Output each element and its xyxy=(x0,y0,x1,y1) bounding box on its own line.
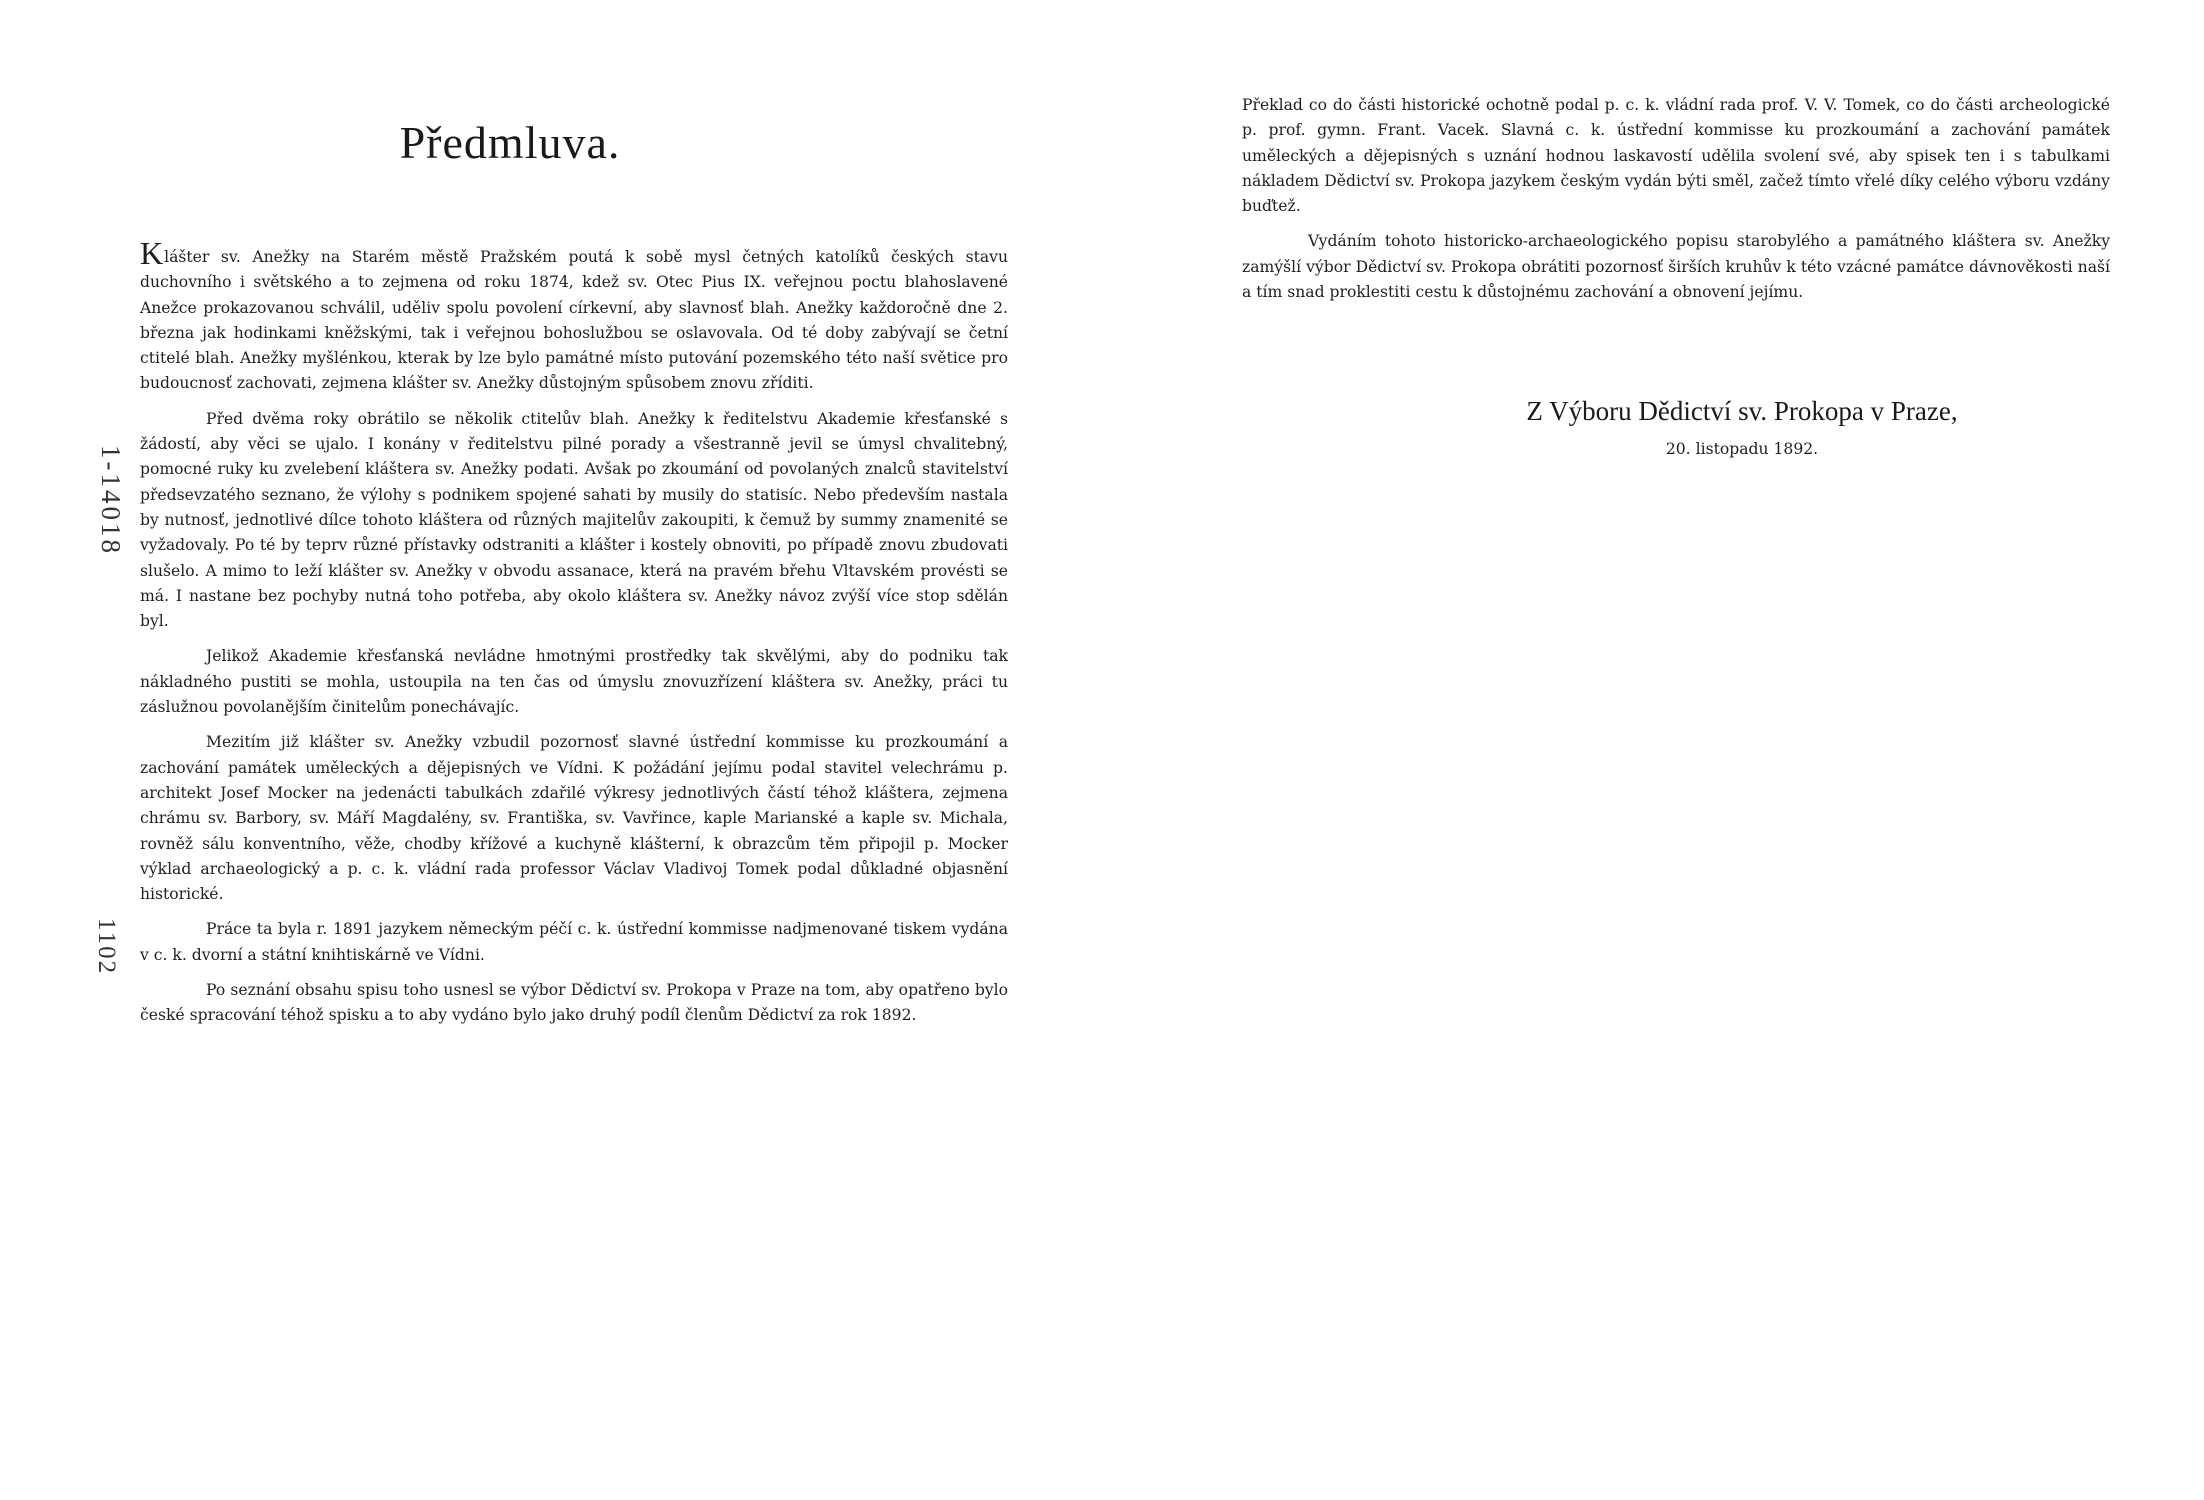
margin-shelfmark: 1-14018 xyxy=(96,445,126,556)
paragraph-text: lášter sv. Anežky na Starém městě Pražském poutá k sobě mysl četných katolíků českých stavu duchovního i světského a to zejmena od roku 1874, kdež sv. Otec Pius IX. veřejnou poctu blahoslavené Anežce prokazovanou schválil, uděliv spolu povolení církevní, aby slavnosť blah. Anežky každoročně dne 2. března jak hodinkami kněžskými, tak i veřejnou bohoslužbou se oslavovala. Od té doby zabývají se četní ctitelé blah. Anežky myšlénkou, kterak by lze bylo památné místo putování pozemského této naší světice pro budoucnosť zachovati, zejmena klášter sv. Anežky důstojným spůsobem znovu zříditi. xyxy=(140,248,1008,393)
paragraph: Před dvěma roky obrátilo se několik ctitelův blah. Anežky k ředitelstvu Akademie křesťanské s žádostí, aby věci se ujalo. I konány v ředitelstvu pilné porady a všestranně jevil se úmysl chvalitebný, pomocné ruky ku zvelebení kláštera sv. Anežky podati. Avšak po zkoumání od povolaných znalců stavitelství předsevzatého seznano, že výlohy s podnikem spojené sahati by musily do statisíc. Nebo především nastala by nutnosť, jednotlivé dílce tohoto kláštera od různých majitelův zakoupiti, k čemuž by summy znamenité se vyžadovaly. Po té by teprv různé přístavky odstraniti a klášter i kostely obnoviti, po případě znovu zbudovati slušelo. A mimo to leží klášter sv. Anežky v obvodu assanace, která na pravém břehu Vltavském provésti se má. I nastane bez pochyby nutná toho potřeba, aby okolo kláštera sv. Anežky návoz zvýší více stop sdělán byl. xyxy=(140,409,1008,631)
margin-number: 1102 xyxy=(93,918,120,976)
date: 20. listopadu 1892. xyxy=(1665,440,1819,458)
preface-continuation xyxy=(1242,93,2110,315)
paragraph: Jelikož Akademie křesťanská nevládne hmotnými prostředky tak skvělými, aby do podniku tak nákladného pustiti se mohla, ustoupila na ten čas od úmyslu znovuzřízení kláštera sv. Anežky, práci tu záslužnou povolanějším činitelům ponechávajíc. xyxy=(140,647,1008,717)
paragraph: Vydáním tohoto historicko-archaeologického popisu starobylého a památného kláštera sv. Anežky zamýšlí výbor Dědictví sv. Prokopa obrátiti pozornosť širších kruhův k této vzácné památce dávnověkosti naší a tím snad proklestiti cestu k důstojnému zachování a obnovení jejímu. xyxy=(1242,232,2110,302)
paragraph: Práce ta byla r. 1891 jazykem německým péčí c. k. ústřední kommisse nadjmenované tiskem vydána v c. k. dvorní a státní knihtiskárně ve Vídni. xyxy=(140,920,1008,964)
paragraph xyxy=(140,235,1008,397)
right-page xyxy=(1102,0,2204,1500)
page-title: Předmluva. xyxy=(399,116,621,168)
paragraph: Mezitím již klášter sv. Anežky vzbudil pozornosť slavné ústřední kommisse ku prozkoumání a zachování památek uměleckých a dějepisných ve Vídni. K požádání jejímu podal stavitel velechrámu p. architekt Josef Mocker na jedenácti tabulkách zdařilé výkresy jednotlivých částí téhož kláštera, zejmena chrámu sv. Barbory, sv. Máří Magdalény, sv. Františka, sv. Vavřince, kaple Marianské a kaple sv. Michala, rovněž sálu konventního, věže, chodby křížové a kuchyně klášterní, k obrazcům těm připojil p. Mocker výklad archaeologický a p. c. k. vládní rada professor Václav Vladivoj Tomek podal důkladné objasnění historické. xyxy=(140,733,1008,904)
preface-text xyxy=(140,235,1008,1039)
dropcap: K xyxy=(140,235,164,271)
signature: Z Výboru Dědictví sv. Prokopa v Praze, xyxy=(1526,396,1958,426)
paragraph: Po seznání obsahu spisu toho usnesl se výbor Dědictví sv. Prokopa v Praze na tom, aby opatřeno bylo české spracování téhož spisku a to aby vydáno bylo jako druhý podíl členům Dědictví za rok 1892. xyxy=(140,981,1008,1025)
paragraph: Překlad co do části historické ochotně podal p. c. k. vládní rada prof. V. V. Tomek, co do části archeologické p. prof. gymn. Frant. Vacek. Slavná c. k. ústřední kommisse ku prozkoumání a zachování památek uměleckých a dějepisných s uznání hodnou laskavostí udělila svolení své, aby spisek ten i s tabulkami nákladem Dědictví sv. Prokopa jazykem českým vydán býti směl, začež tímto vřelé díky celého výboru vzdány buďtež. xyxy=(1242,96,2110,216)
